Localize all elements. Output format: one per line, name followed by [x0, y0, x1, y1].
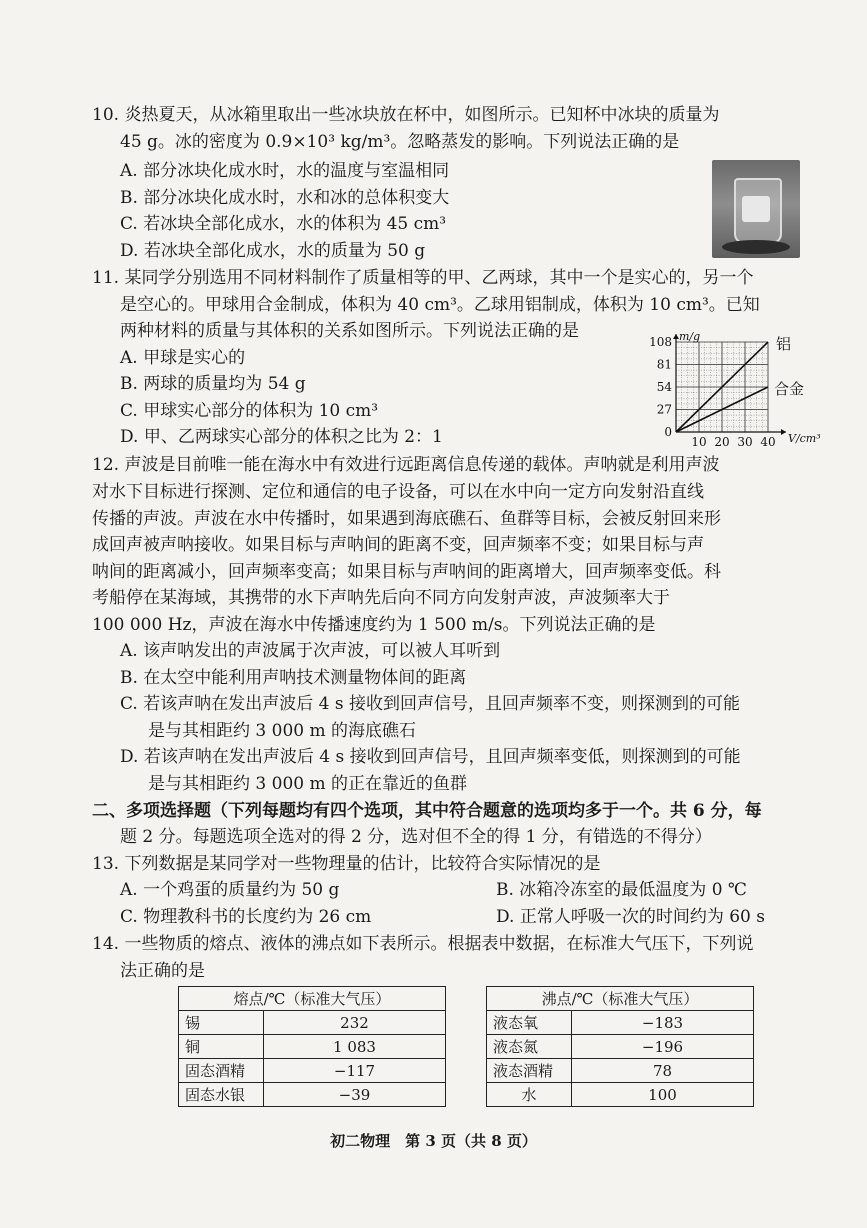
substance-name: 固态酒精	[179, 1059, 264, 1083]
table-row	[179, 1083, 446, 1107]
q12-option-b: B. 在太空中能利用声呐技术测量物体间的距离	[120, 668, 467, 688]
q12-option-c-line1: C. 若该声呐在发出声波后 4 s 接收到回声信号，且回声频率不变，则探测到的可能	[120, 694, 740, 714]
y-tick-label: 27	[656, 402, 672, 417]
q11-option-a: A. 甲球是实心的	[120, 348, 246, 368]
substance-name: 铜	[179, 1035, 264, 1059]
q13-stem: 13. 下列数据是某同学对一些物理量的估计，比较符合实际情况的是	[92, 854, 601, 874]
chart-axes	[673, 334, 786, 435]
table-row	[179, 1035, 446, 1059]
q12-line3: 传播的声波。声波在水中传播时，如果遇到海底礁石、鱼群等目标，会被反射回来形	[92, 509, 721, 529]
x-tick-label: 40	[760, 435, 776, 449]
y-tick-label: 54	[656, 380, 672, 394]
x-axis-label: V/cm³	[788, 432, 821, 445]
boiling-value: −183	[572, 1011, 754, 1035]
q10-stem-line2: 45 g。冰的密度为 0.9×10³ kg/m³。忽略蒸发的影响。下列说法正确的是	[120, 132, 680, 152]
q12-option-d-line1: D. 若该声呐在发出声波后 4 s 接收到回声信号，且回声频率变低，则探测到的可能	[120, 747, 741, 767]
q14-stem-line2: 法正确的是	[120, 961, 205, 981]
q14-stem-line1: 14. 一些物质的熔点、液体的沸点如下表所示。根据表中数据，在标准大气压下，下列说	[92, 934, 754, 954]
substance-name: 液态氧	[487, 1011, 572, 1035]
q12-option-d-line2: 是与其相距约 3 000 m 的正在靠近的鱼群	[148, 774, 467, 794]
q10-option-d: D. 若冰块全部化成水，水的质量为 50 g	[120, 241, 426, 261]
q12-line4: 成回声被声呐接收。如果目标与声呐间的距离不变，回声频率不变；如果目标与声	[92, 535, 704, 555]
substance-name: 液态氮	[487, 1035, 572, 1059]
melting-value: 1 083	[264, 1035, 446, 1059]
page-footer: 初二物理 第 3 页（共 8 页）	[330, 1132, 537, 1150]
series-label: 铝	[776, 335, 792, 353]
ice-cup-photo	[712, 160, 800, 258]
q12-option-a: A. 该声呐发出的声波属于次声波，可以被人耳听到	[120, 641, 501, 661]
q12-line2: 对水下目标进行探测、定位和通信的电子设备，可以在水中向一定方向发射沿直线	[92, 482, 704, 502]
q10-option-a: A. 部分冰块化成水时，水的温度与室温相同	[120, 161, 450, 181]
table-row	[487, 1059, 754, 1083]
boiling-value: 100	[572, 1083, 754, 1107]
q12-option-c-line2: 是与其相距约 3 000 m 的海底礁石	[148, 721, 416, 741]
q11-option-d: D. 甲、乙两球实心部分的体积之比为 2：1	[120, 427, 443, 447]
x-tick-label: 30	[737, 435, 753, 449]
q10-stem-line1: 10. 炎热夏天，从冰箱里取出一些冰块放在杯中，如图所示。已知杯中冰块的质量为	[92, 105, 720, 125]
boiling-table-header: 沸点/℃（标准大气压）	[487, 987, 754, 1011]
y-tick-label: 81	[656, 357, 672, 372]
melting-value: −39	[264, 1083, 446, 1107]
y-axis-label: m/g	[679, 330, 701, 343]
y-tick-label: 108	[649, 335, 672, 349]
table-row	[487, 1083, 754, 1107]
boiling-value: −196	[572, 1035, 754, 1059]
q12-line1: 12. 声波是目前唯一能在海水中有效进行远距离信息传递的载体。声呐就是利用声波	[92, 455, 720, 475]
q12-line7: 100 000 Hz，声波在海水中传播速度约为 1 500 m/s。下列说法正确的是	[92, 615, 656, 635]
q13-option-c: C. 物理教科书的长度约为 26 cm	[120, 907, 372, 927]
q13-option-a: A. 一个鸡蛋的质量约为 50 g	[120, 880, 340, 900]
table-row	[179, 1011, 446, 1035]
boiling-value: 78	[572, 1059, 754, 1083]
substance-name: 固态水银	[179, 1083, 264, 1107]
substance-name: 水	[487, 1083, 572, 1107]
q11-stem-line3: 两种材料的质量与其体积的关系如图所示。下列说法正确的是	[120, 321, 579, 341]
x-tick-label: 10	[691, 435, 707, 449]
table-row	[487, 1035, 754, 1059]
substance-name: 锡	[179, 1011, 264, 1035]
q10-option-b: B. 部分冰块化成水时，水和冰的总体积变大	[120, 188, 450, 208]
y-tick-label: 0	[664, 425, 672, 439]
ice-cube-shape	[742, 196, 770, 222]
x-tick-label: 20	[714, 435, 730, 449]
table-row	[487, 1011, 754, 1035]
q11-option-b: B. 两球的质量均为 54 g	[120, 374, 306, 394]
coaster-shape	[722, 240, 790, 254]
mass-volume-chart	[640, 322, 830, 452]
substance-name: 液态酒精	[487, 1059, 572, 1083]
q13-option-d: D. 正常人呼吸一次的时间约为 60 s	[496, 907, 765, 927]
q10-option-c: C. 若冰块全部化成水，水的体积为 45 cm³	[120, 214, 447, 234]
melting-point-table	[178, 986, 446, 1107]
section2-heading-line2: 题 2 分。每题选项全选对的得 2 分，选对但不全的得 1 分，有错选的不得分）	[120, 827, 712, 847]
series-label: 合金	[774, 380, 805, 398]
section2-heading-line1: 二、多项选择题（下列每题均有四个选项，其中符合题意的选项均多于一个。共 6 分，每	[92, 801, 762, 821]
melting-table-header: 熔点/℃（标准大气压）	[179, 987, 446, 1011]
q11-stem-line1: 11. 某同学分别选用不同材料制作了质量相等的甲、乙两球，其中一个是实心的，另一个	[92, 268, 754, 288]
q12-line5: 呐间的距离减小，回声频率变高；如果目标与声呐间的距离增大，回声频率变低。科	[92, 562, 721, 582]
melting-value: 232	[264, 1011, 446, 1035]
q13-option-b: B. 冰箱冷冻室的最低温度为 0 ℃	[496, 880, 747, 900]
table-row	[179, 1059, 446, 1083]
x-axis-arrow	[781, 429, 786, 435]
melting-value: −117	[264, 1059, 446, 1083]
q11-option-c: C. 甲球实心部分的体积为 10 cm³	[120, 401, 379, 421]
q11-stem-line2: 是空心的。甲球用合金制成，体积为 40 cm³。乙球用铝制成，体积为 10 cm³。已知	[120, 295, 760, 315]
q12-line6: 考船停在某海域，其携带的水下声呐先后向不同方向发射声波，声波频率大于	[92, 588, 670, 608]
boiling-point-table	[486, 986, 754, 1107]
